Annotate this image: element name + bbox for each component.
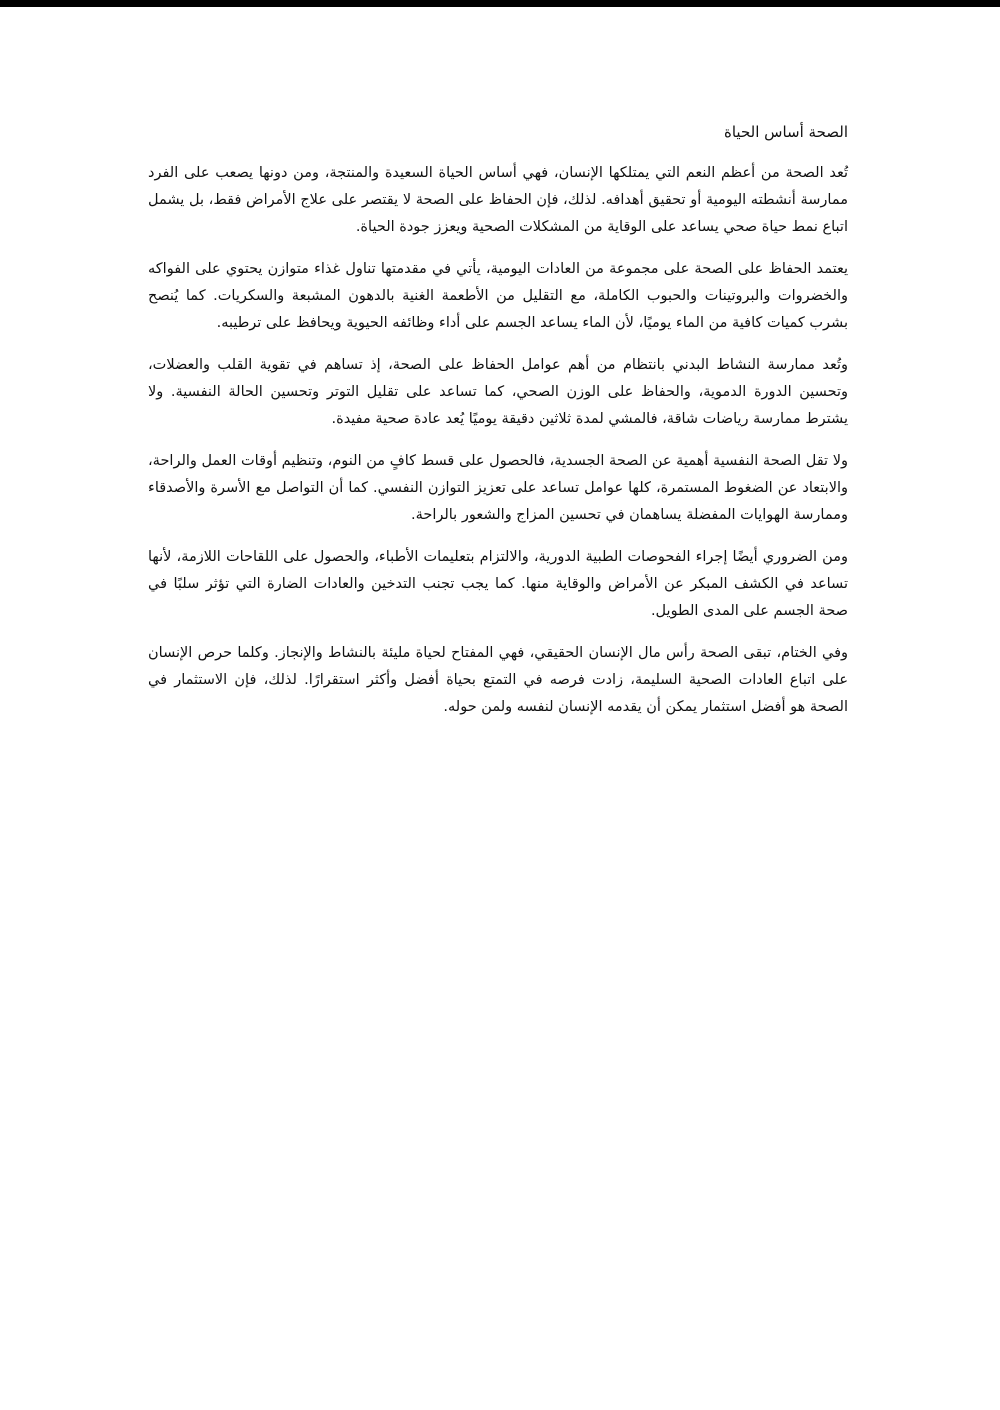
paragraph-conclusion: وفي الختام، تبقى الصحة رأس مال الإنسان الحقيقي، فهي المفتاح لحياة مليئة بالنشاط والإنجاز. وكلما حرص الإنسان على اتباع العادات الصحية السليمة، زادت فرصه في التمتع بحياة أفضل وأكثر استقرارًا. لذلك، فإن الاستثمار في الصحة هو أفضل استثمار يمكن أن يقدمه الإنسان لنفسه ولمن حوله.	[148, 645, 848, 715]
document-title: الصحة أساس الحياة	[724, 123, 848, 141]
top-border-bar	[0, 0, 1000, 7]
paragraph-intro: تُعد الصحة من أعظم النعم التي يمتلكها الإنسان، فهي أساس الحياة السعيدة والمنتجة، ومن دونها يصعب على الفرد ممارسة أنشطته اليومية أو تحقيق أهدافه. لذلك، فإن الحفاظ على الصحة لا يقتصر على علاج الأمراض فقط، بل يشمل اتباع نمط حياة صحي يساعد على الوقاية من المشكلات الصحية ويعزز جودة الحياة.	[148, 165, 848, 235]
document-page	[148, 118, 848, 736]
paragraph-mental-health: ولا تقل الصحة النفسية أهمية عن الصحة الجسدية، فالحصول على قسط كافٍ من النوم، وتنظيم أوقات العمل والراحة، والابتعاد عن الضغوط المستمرة، كلها عوامل تساعد على تعزيز التوازن النفسي. كما أن التواصل مع الأسرة والأصدقاء وممارسة الهوايات المفضلة يساهمان في تحسين المزاج والشعور بالراحة.	[148, 453, 848, 523]
paragraph-physical-activity: وتُعد ممارسة النشاط البدني بانتظام من أهم عوامل الحفاظ على الصحة، إذ تساهم في تقوية القلب والعضلات، وتحسين الدورة الدموية، والحفاظ على الوزن الصحي، كما تساعد على تقليل التوتر وتحسين الحالة النفسية. ولا يشترط ممارسة رياضات شاقة، فالمشي لمدة ثلاثين دقيقة يوميًا يُعد عادة صحية مفيدة.	[148, 357, 848, 427]
paragraph-medical-checkups: ومن الضروري أيضًا إجراء الفحوصات الطبية الدورية، والالتزام بتعليمات الأطباء، والحصول على اللقاحات اللازمة، لأنها تساعد في الكشف المبكر عن الأمراض والوقاية منها. كما يجب تجنب التدخين والعادات الضارة التي تؤثر سلبًا في صحة الجسم على المدى الطويل.	[148, 549, 848, 619]
paragraph-nutrition: يعتمد الحفاظ على الصحة على مجموعة من العادات اليومية، يأتي في مقدمتها تناول غذاء متوازن يحتوي على الفواكه والخضروات والبروتينات والحبوب الكاملة، مع التقليل من الأطعمة الغنية بالدهون المشبعة والسكريات. كما يُنصح بشرب كميات كافية من الماء يوميًا، لأن الماء يساعد الجسم على أداء وظائفه الحيوية ويحافظ على ترطيبه.	[148, 261, 848, 331]
